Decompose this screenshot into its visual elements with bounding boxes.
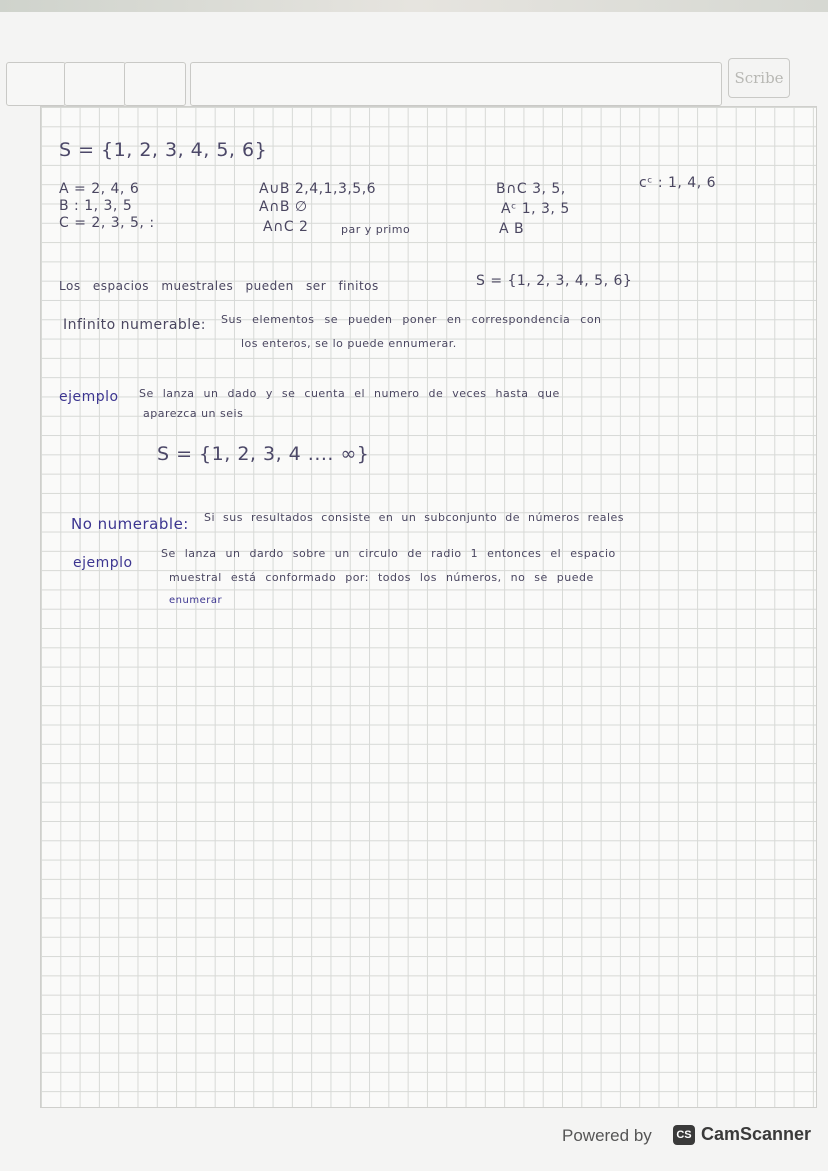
sample-space: S = {1, 2, 3, 4, 5, 6}	[59, 139, 268, 161]
a-union-b: A∪B 2,4,1,3,5,6	[259, 181, 377, 197]
header-box	[64, 62, 126, 106]
infinite-text-2: los enteros, se lo puede ennumerar.	[241, 337, 457, 350]
set-a: A = 2, 4, 6	[59, 181, 140, 197]
uncountable-text: Si sus resultados consiste en un subconjunto de números reales	[204, 511, 625, 524]
powered-by-label: Powered by	[562, 1126, 652, 1145]
camscanner-name: CamScanner	[701, 1124, 812, 1144]
infinite-title: Infinito numerable:	[63, 317, 207, 333]
set-b: B : 1, 3, 5	[59, 198, 133, 214]
scan-top-edge	[0, 0, 828, 12]
header-box	[124, 62, 186, 106]
camscanner-brand	[673, 1124, 811, 1145]
example2-text-2: muestral está conformado por: todos los números, no se puede	[169, 571, 594, 584]
a-intersect-c: A∩C 2	[263, 219, 309, 235]
a-complement: Aᶜ 1, 3, 5	[501, 201, 570, 217]
example2-text-1: Se lanza un dardo sobre un circulo de radio 1 entonces el espacio	[161, 547, 616, 560]
finite-set: S = {1, 2, 3, 4, 5, 6}	[476, 273, 633, 289]
notebook-page	[40, 106, 817, 1108]
a-intersect-c-note: par y primo	[341, 223, 411, 236]
header-box	[6, 62, 66, 106]
set-c: C = 2, 3, 5, :	[59, 215, 155, 231]
header-title-field	[190, 62, 722, 106]
scribe-brand: Scribe	[728, 58, 790, 98]
uncountable-title: No numerable:	[71, 515, 189, 533]
example2-text-3: enumerar	[169, 595, 223, 606]
c-complement: cᶜ : 1, 4, 6	[639, 175, 717, 191]
example1-text-2: aparezca un seis	[143, 407, 244, 420]
a-b: A B	[499, 221, 525, 237]
camscanner-logo-icon: CS	[673, 1125, 695, 1145]
infinite-text-1: Sus elementos se pueden poner en correspondencia con	[221, 313, 602, 326]
example-label: ejemplo	[59, 389, 119, 405]
example1-text-1: Se lanza un dado y se cuenta el numero de veces hasta que	[139, 387, 560, 400]
finite-text: Los espacios muestrales pueden ser finitos	[59, 279, 379, 293]
example-label: ejemplo	[73, 555, 133, 571]
example1-set: S = {1, 2, 3, 4 .... ∞}	[157, 443, 370, 465]
b-intersect-c: B∩C 3, 5,	[496, 181, 566, 197]
a-intersect-b: A∩B ∅	[259, 199, 308, 215]
